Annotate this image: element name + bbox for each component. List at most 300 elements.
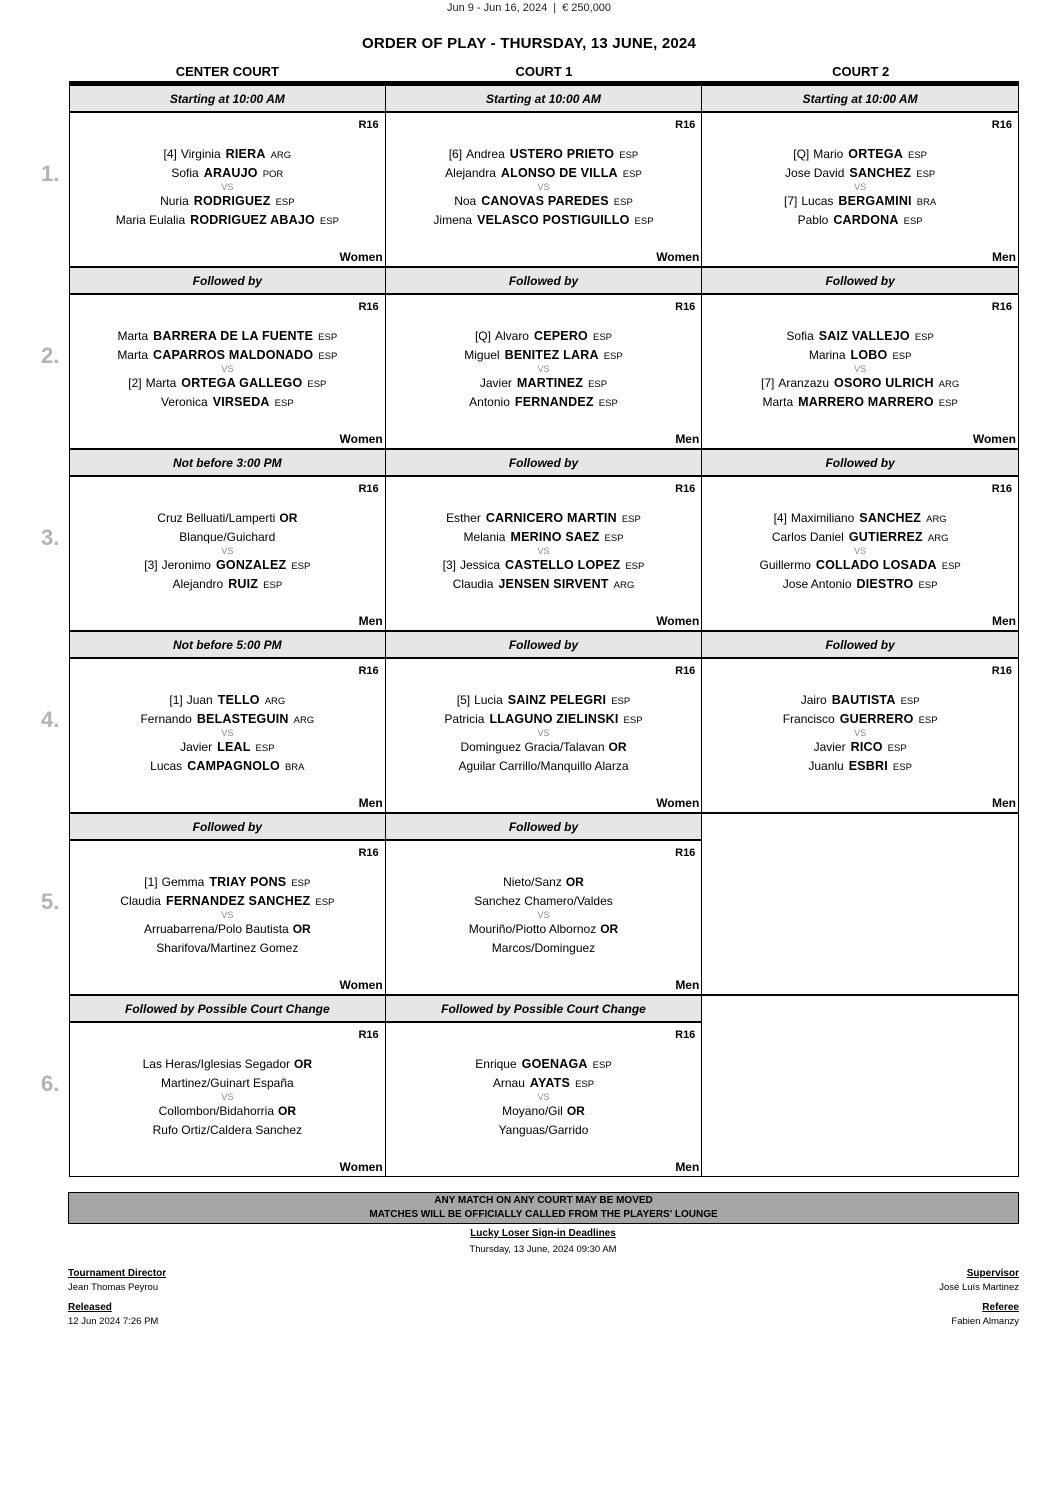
player-line (702, 346, 1018, 365)
player-line (70, 738, 385, 757)
player-last-name: CASTELLO LOPEZ (505, 558, 621, 572)
supervisor (939, 1268, 1019, 1293)
player-first-name: Jose David (785, 166, 845, 180)
match-players (702, 327, 1018, 412)
player-nationality: ARG (926, 514, 947, 525)
pair-names: Las Heras/Iglesias Segador (142, 1057, 291, 1071)
match-card[interactable] (386, 659, 703, 813)
player-last-name: VELASCO POSTIGUILLO (477, 213, 630, 227)
referee (951, 1302, 1019, 1327)
player-seed: [4] (773, 511, 787, 525)
player-first-name: Lucia (474, 693, 503, 707)
player-seed: [7] (761, 376, 775, 390)
vs-label: VS (537, 546, 550, 556)
player-first-name: Marta (117, 329, 149, 343)
start-time-header: Followed by (702, 631, 1019, 659)
player-nationality: ARG (938, 379, 960, 390)
start-time-header: Followed by (386, 449, 703, 477)
player-line (702, 757, 1018, 776)
start-time-header: Followed by (69, 813, 386, 841)
player-first-name: Maximiliano (790, 511, 855, 525)
category-label: Women (656, 796, 700, 810)
match-card[interactable] (702, 477, 1019, 631)
match-players (70, 1055, 385, 1140)
round-label: R16 (358, 301, 379, 313)
player-line (70, 145, 385, 164)
player-seed: [4] (163, 147, 177, 161)
match-players (386, 691, 702, 776)
player-first-name: Maria Eulalia (115, 213, 186, 227)
player-nationality: ESP (592, 332, 612, 343)
pair-names: Cruz Belluati/Lamperti (157, 511, 276, 525)
pair-line (386, 1102, 702, 1121)
player-line (70, 575, 385, 594)
or-label: OR (600, 922, 619, 936)
pair-names: Blanque/Guichard (179, 530, 276, 544)
player-nationality: ESP (914, 332, 934, 343)
start-time-header: Followed by Possible Court Change (386, 995, 703, 1023)
notice-line: ANY MATCH ON ANY COURT MAY BE MOVED (434, 1195, 653, 1206)
category-label: Men (991, 796, 1016, 810)
time-row (69, 995, 1019, 1023)
player-first-name: Noa (454, 194, 477, 208)
referee-name: Fabien Almanzy (951, 1316, 1019, 1327)
player-line (386, 145, 702, 164)
player-last-name: GUERRERO (839, 712, 914, 726)
player-nationality: ESP (918, 580, 938, 591)
or-label: OR (566, 1104, 585, 1118)
round-label: R16 (991, 119, 1012, 131)
player-line (702, 528, 1018, 547)
empty-slot (702, 813, 1019, 841)
round-label: R16 (675, 847, 696, 859)
match-order-number: 5. (41, 889, 60, 914)
player-nationality: POR (262, 169, 284, 180)
match-card[interactable] (702, 659, 1019, 813)
notice-line: MATCHES WILL BE OFFICIALLY CALLED FROM THE PLAYERS' LOUNGE (369, 1209, 718, 1220)
match-card[interactable] (386, 113, 703, 267)
player-nationality: ESP (263, 580, 283, 591)
player-nationality: ESP (604, 533, 624, 544)
pair-line (70, 1055, 385, 1074)
pair-names: Dominguez Gracia/Talavan (460, 740, 605, 754)
player-nationality: ESP (623, 715, 643, 726)
notice-banner (68, 1192, 1019, 1224)
player-seed: [3] (144, 558, 158, 572)
player-line (70, 192, 385, 211)
category-label: Women (972, 432, 1016, 446)
player-line (386, 346, 702, 365)
start-time-header: Followed by (702, 449, 1019, 477)
player-nationality: ESP (903, 216, 923, 227)
match-players (386, 145, 702, 230)
round-label: R16 (675, 1029, 696, 1041)
player-nationality: ESP (603, 351, 623, 362)
vs-label: VS (854, 728, 867, 738)
player-last-name: ORTEGA GALLEGO (181, 376, 303, 390)
player-last-name: TELLO (217, 693, 260, 707)
player-nationality: ESP (892, 351, 912, 362)
match-players (386, 873, 702, 958)
separator: | (553, 2, 557, 14)
match-row (41, 113, 1019, 267)
player-line (702, 575, 1018, 594)
start-time-header: Not before 3:00 PM (69, 449, 386, 477)
player-nationality: ESP (634, 216, 654, 227)
player-first-name: Virginia (180, 147, 221, 161)
player-line (70, 710, 385, 729)
player-line (702, 509, 1018, 528)
vs-label: VS (221, 182, 234, 192)
player-first-name: Guillermo (759, 558, 811, 572)
match-card[interactable] (702, 295, 1019, 449)
vs-label: VS (537, 1092, 550, 1102)
pair-line (386, 873, 702, 892)
time-row (69, 449, 1019, 477)
start-time-header: Followed by (702, 267, 1019, 295)
player-line (702, 691, 1018, 710)
player-nationality: ESP (274, 398, 294, 409)
player-last-name: ARAUJO (203, 166, 258, 180)
match-players (70, 145, 385, 230)
player-line (70, 691, 385, 710)
player-nationality: ARG (270, 150, 292, 161)
player-nationality: ESP (307, 379, 327, 390)
player-nationality: ARG (613, 580, 635, 591)
player-nationality: ESP (892, 762, 912, 773)
pair-names: Collombon/Bidahorria (158, 1104, 275, 1118)
player-first-name: Lucas (801, 194, 834, 208)
prize-money: € 250,000 (562, 2, 612, 14)
vs-label: VS (537, 728, 550, 738)
player-line (702, 327, 1018, 346)
player-line (702, 710, 1018, 729)
player-nationality: ARG (927, 533, 949, 544)
player-nationality: ESP (900, 696, 920, 707)
player-line (70, 327, 385, 346)
page-title: ORDER OF PLAY - THURSDAY, 13 JUNE, 2024 (361, 35, 697, 52)
match-players (386, 1055, 702, 1140)
player-first-name: Jimena (433, 213, 473, 227)
player-line (70, 873, 385, 892)
player-nationality: ESP (315, 897, 335, 908)
pair-line (386, 757, 702, 776)
player-last-name: USTERO PRIETO (509, 147, 615, 161)
match-players (702, 691, 1018, 776)
player-nationality: ESP (592, 1060, 612, 1071)
vs-label: VS (221, 728, 234, 738)
pair-line (386, 920, 702, 939)
player-line (702, 192, 1018, 211)
player-nationality: ESP (291, 561, 311, 572)
player-last-name: GOENAGA (521, 1057, 588, 1071)
court-header: COURT 1 (515, 64, 573, 79)
match-players (70, 873, 385, 958)
player-nationality: ESP (916, 169, 936, 180)
pair-line (70, 920, 385, 939)
player-last-name: GUTIERREZ (848, 530, 923, 544)
player-first-name: Javier (813, 740, 846, 754)
vs-label: VS (221, 364, 234, 374)
player-first-name: Veronica (160, 395, 208, 409)
player-line (386, 1055, 702, 1074)
tournament-director (68, 1268, 166, 1293)
player-last-name: FERNANDEZ SANCHEZ (165, 894, 311, 908)
player-last-name: MARRERO MARRERO (798, 395, 934, 409)
pair-names: Moyano/Gil (502, 1104, 563, 1118)
player-last-name: OSORO ULRICH (834, 376, 934, 390)
player-line (70, 892, 385, 911)
round-label: R16 (358, 483, 379, 495)
player-seed: [2] (128, 376, 142, 390)
or-label: OR (565, 875, 584, 889)
player-seed: [5] (456, 693, 471, 707)
round-label: R16 (675, 483, 696, 495)
player-line (702, 164, 1018, 183)
player-nationality: ESP (318, 351, 338, 362)
category-label: Women (339, 978, 383, 992)
match-card[interactable] (386, 841, 703, 995)
category-label: Men (675, 1160, 700, 1174)
match-order-number: 3. (41, 525, 60, 550)
player-seed: [Q] (474, 329, 491, 343)
start-time-header: Followed by (386, 631, 703, 659)
player-last-name: RODRIGUEZ (193, 194, 271, 208)
player-last-name: CEPERO (533, 329, 588, 343)
category-label: Men (675, 978, 700, 992)
player-first-name: Jessica (459, 558, 500, 572)
round-label: R16 (358, 665, 379, 677)
player-last-name: VIRSEDA (212, 395, 270, 409)
match-players (386, 327, 702, 412)
pair-line (386, 738, 702, 757)
player-first-name: Marina (808, 348, 846, 362)
player-line (702, 374, 1018, 393)
round-label: R16 (358, 1029, 379, 1041)
player-first-name: Patricia (444, 712, 485, 726)
released-label: Released (68, 1302, 112, 1313)
player-last-name: RODRIGUEZ ABAJO (190, 213, 315, 227)
player-last-name: TRIAY PONS (209, 875, 287, 889)
player-line (386, 393, 702, 412)
player-nationality: ESP (598, 398, 618, 409)
player-last-name: ORTEGA (848, 147, 903, 161)
pair-line (70, 1102, 385, 1121)
player-last-name: BENITEZ LARA (504, 348, 599, 362)
player-nationality: ARG (293, 715, 315, 726)
player-nationality: ESP (918, 715, 938, 726)
match-card[interactable] (69, 477, 386, 631)
round-label: R16 (358, 119, 379, 131)
player-first-name: Jose Antonio (782, 577, 852, 591)
player-nationality: ESP (611, 696, 631, 707)
player-last-name: CAPARROS MALDONADO (153, 348, 314, 362)
player-nationality: ESP (619, 150, 639, 161)
player-last-name: RUIZ (228, 577, 259, 591)
round-label: R16 (991, 301, 1012, 313)
category-label: Women (339, 432, 383, 446)
or-label: OR (278, 1104, 297, 1118)
player-nationality: ESP (625, 561, 645, 572)
tournament-dates: Jun 9 - Jun 16, 2024 (446, 2, 548, 14)
player-first-name: Jeronimo (161, 558, 211, 572)
player-first-name: Juan (186, 693, 213, 707)
empty-slot (702, 841, 1019, 995)
start-time-header: Starting at 10:00 AM (69, 85, 386, 113)
empty-slot (702, 1023, 1019, 1177)
player-last-name: FERNANDEZ (514, 395, 594, 409)
director-name: Jean Thomas Peyrou (68, 1282, 159, 1293)
vs-label: VS (221, 910, 234, 920)
player-last-name: MERINO SAEZ (510, 530, 600, 544)
pair-line (386, 892, 702, 911)
start-time-header: Followed by (69, 267, 386, 295)
start-time-header: Not before 5:00 PM (69, 631, 386, 659)
start-time-header: Followed by (386, 267, 703, 295)
match-row (41, 295, 1019, 449)
pair-line (386, 939, 702, 958)
player-last-name: MARTINEZ (516, 376, 584, 390)
start-time-header: Followed by (386, 813, 703, 841)
or-label: OR (294, 1057, 313, 1071)
player-first-name: Claudia (452, 577, 494, 591)
time-row (69, 631, 1019, 659)
player-line (70, 211, 385, 230)
pair-names: Marcos/Dominguez (491, 941, 596, 955)
pair-names: Mouriño/Piotto Albornoz (468, 922, 597, 936)
player-nationality: ESP (613, 197, 633, 208)
player-last-name: CARNICERO MARTIN (485, 511, 617, 525)
player-line (386, 164, 702, 183)
player-nationality: ESP (621, 514, 641, 525)
player-last-name: DIESTRO (856, 577, 914, 591)
time-row (69, 813, 1019, 841)
released-datetime: 12 Jun 2024 7:26 PM (68, 1316, 159, 1327)
match-card[interactable] (69, 1023, 386, 1177)
court-header: COURT 2 (832, 64, 890, 79)
player-last-name: COLLADO LOSADA (815, 558, 937, 572)
player-line (70, 556, 385, 575)
player-nationality: ESP (255, 743, 275, 754)
category-label: Men (991, 250, 1016, 264)
start-time-header: Starting at 10:00 AM (386, 85, 703, 113)
player-first-name: Francisco (782, 712, 835, 726)
player-first-name: Alvaro (494, 329, 529, 343)
match-card[interactable] (386, 1023, 703, 1177)
player-first-name: Marta (145, 376, 177, 390)
match-card[interactable] (69, 659, 386, 813)
match-card[interactable] (69, 841, 386, 995)
player-last-name: SANCHEZ (859, 511, 922, 525)
supervisor-name: José Luís Martinez (939, 1282, 1019, 1293)
player-seed: [1] (169, 693, 183, 707)
time-row (69, 267, 1019, 295)
match-players (386, 509, 702, 594)
player-line (386, 374, 702, 393)
pair-names: Nieto/Sanz (503, 875, 562, 889)
player-last-name: LEAL (217, 740, 251, 754)
player-last-name: CAMPAGNOLO (187, 759, 280, 773)
player-nationality: ESP (575, 1079, 595, 1090)
player-first-name: Mario (813, 147, 844, 161)
match-card[interactable] (69, 295, 386, 449)
pair-names: Yanguas/Garrido (498, 1123, 589, 1137)
category-label: Men (358, 796, 383, 810)
vs-label: VS (537, 364, 550, 374)
player-line (386, 509, 702, 528)
player-first-name: Gemma (161, 875, 205, 889)
match-players (702, 145, 1018, 230)
player-line (702, 738, 1018, 757)
player-first-name: Enrique (475, 1057, 517, 1071)
player-nationality: ESP (941, 561, 961, 572)
player-nationality: ESP (318, 332, 338, 343)
vs-label: VS (854, 182, 867, 192)
player-last-name: ESBRI (848, 759, 888, 773)
player-last-name: SAINZ PELEGRI (507, 693, 607, 707)
pair-names: Aguilar Carrillo/Manquillo Alarza (458, 759, 629, 773)
supervisor-label: Supervisor (966, 1268, 1019, 1279)
player-first-name: Sofia (171, 166, 199, 180)
or-label: OR (292, 922, 311, 936)
player-nationality: ESP (291, 878, 311, 889)
player-line (702, 211, 1018, 230)
lucky-loser-title: Lucky Loser Sign-in Deadlines (470, 1228, 616, 1239)
match-card[interactable] (386, 295, 703, 449)
player-first-name: Nuria (160, 194, 189, 208)
match-order-number: 6. (41, 1071, 60, 1096)
match-players (702, 509, 1018, 594)
player-last-name: BERGAMINI (838, 194, 912, 208)
round-label: R16 (675, 119, 696, 131)
match-order-number: 2. (41, 343, 60, 368)
category-label: Women (656, 614, 700, 628)
player-first-name: Claudia (120, 894, 161, 908)
match-card[interactable] (386, 477, 703, 631)
player-first-name: Jairo (800, 693, 827, 707)
player-line (386, 1074, 702, 1093)
pair-names: Sharifova/Martinez Gomez (156, 941, 299, 955)
player-last-name: BAUTISTA (831, 693, 896, 707)
player-line (386, 556, 702, 575)
player-line (70, 374, 385, 393)
player-last-name: BELASTEGUIN (196, 712, 289, 726)
player-nationality: BRA (284, 762, 305, 773)
match-card[interactable] (69, 113, 386, 267)
round-label: R16 (358, 847, 379, 859)
pair-line (70, 939, 385, 958)
player-seed: [Q] (793, 147, 810, 161)
vs-label: VS (221, 1092, 234, 1102)
or-label: OR (279, 511, 298, 525)
player-last-name: LOBO (850, 348, 888, 362)
player-nationality: ESP (275, 197, 295, 208)
or-label: OR (608, 740, 627, 754)
player-nationality: ARG (264, 696, 286, 707)
match-players (70, 509, 385, 594)
player-line (70, 757, 385, 776)
match-order-number: 4. (41, 707, 60, 732)
court-header: CENTER COURT (175, 64, 279, 79)
match-card[interactable] (702, 113, 1019, 267)
player-first-name: Fernando (140, 712, 192, 726)
pair-names: Rufo Ortiz/Caldera Sanchez (152, 1123, 303, 1137)
start-time-header: Followed by Possible Court Change (69, 995, 386, 1023)
player-nationality: ESP (319, 216, 339, 227)
start-time-header: Starting at 10:00 AM (702, 85, 1019, 113)
category-label: Women (339, 250, 383, 264)
player-last-name: RICO (850, 740, 883, 754)
